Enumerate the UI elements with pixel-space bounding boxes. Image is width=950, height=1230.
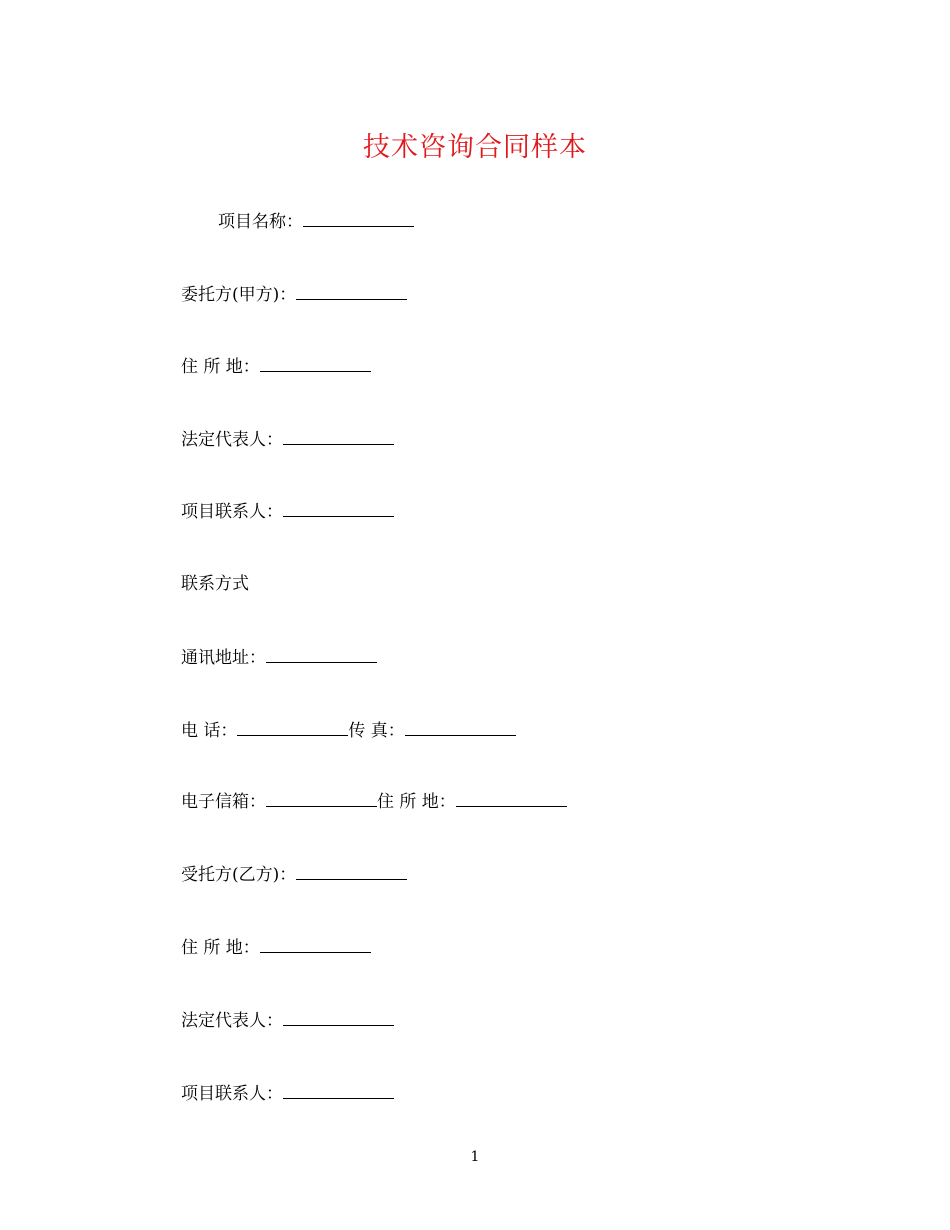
fill-blank[interactable] — [266, 791, 377, 807]
fill-blank[interactable] — [296, 864, 407, 880]
field-label: 传 真： — [348, 721, 405, 741]
field-contractor — [181, 863, 407, 887]
field-client-address — [181, 355, 371, 379]
field-phone-fax — [181, 719, 516, 743]
field-label: 通讯地址： — [181, 648, 266, 668]
field-email-address — [181, 790, 567, 814]
fill-blank[interactable] — [260, 937, 371, 953]
field-label: 委托方(甲方)： — [181, 285, 297, 305]
fill-blank[interactable] — [283, 1010, 394, 1026]
field-label: 法定代表人： — [181, 430, 283, 450]
fill-blank[interactable] — [296, 284, 407, 300]
field-label: 项目联系人： — [181, 502, 283, 522]
fill-blank[interactable] — [283, 429, 394, 445]
section-heading: 联系方式 — [181, 574, 249, 594]
field-label: 住 所 地： — [181, 357, 260, 377]
field-mailing-address — [181, 646, 377, 670]
field-label: 项目联系人： — [181, 1084, 283, 1104]
fill-blank[interactable] — [283, 501, 394, 517]
fill-blank[interactable] — [260, 356, 371, 372]
fill-blank[interactable] — [237, 720, 348, 736]
fill-blank[interactable] — [303, 211, 414, 227]
field-label: 电 话： — [181, 721, 238, 741]
fill-blank[interactable] — [405, 720, 516, 736]
fill-blank[interactable] — [456, 791, 567, 807]
field-contractor-contact — [181, 1082, 394, 1106]
section-contact-method — [181, 572, 249, 596]
field-label: 住 所 地： — [181, 938, 260, 958]
field-contractor-legal-rep — [181, 1009, 394, 1033]
page-number: 1 — [470, 1149, 480, 1165]
field-client-legal-rep — [181, 428, 394, 452]
field-project-name — [218, 210, 414, 234]
field-label: 项目名称： — [218, 212, 303, 232]
field-label: 法定代表人： — [181, 1011, 283, 1031]
fill-blank[interactable] — [283, 1083, 394, 1099]
field-client-contact — [181, 500, 394, 524]
field-label: 电子信箱： — [181, 792, 266, 812]
fill-blank[interactable] — [266, 647, 377, 663]
field-client — [181, 283, 407, 307]
field-label: 受托方(乙方)： — [181, 865, 297, 885]
document-title: 技术咨询合同样本 — [363, 132, 587, 163]
field-label: 住 所 地： — [377, 792, 456, 812]
field-contractor-address — [181, 936, 371, 960]
